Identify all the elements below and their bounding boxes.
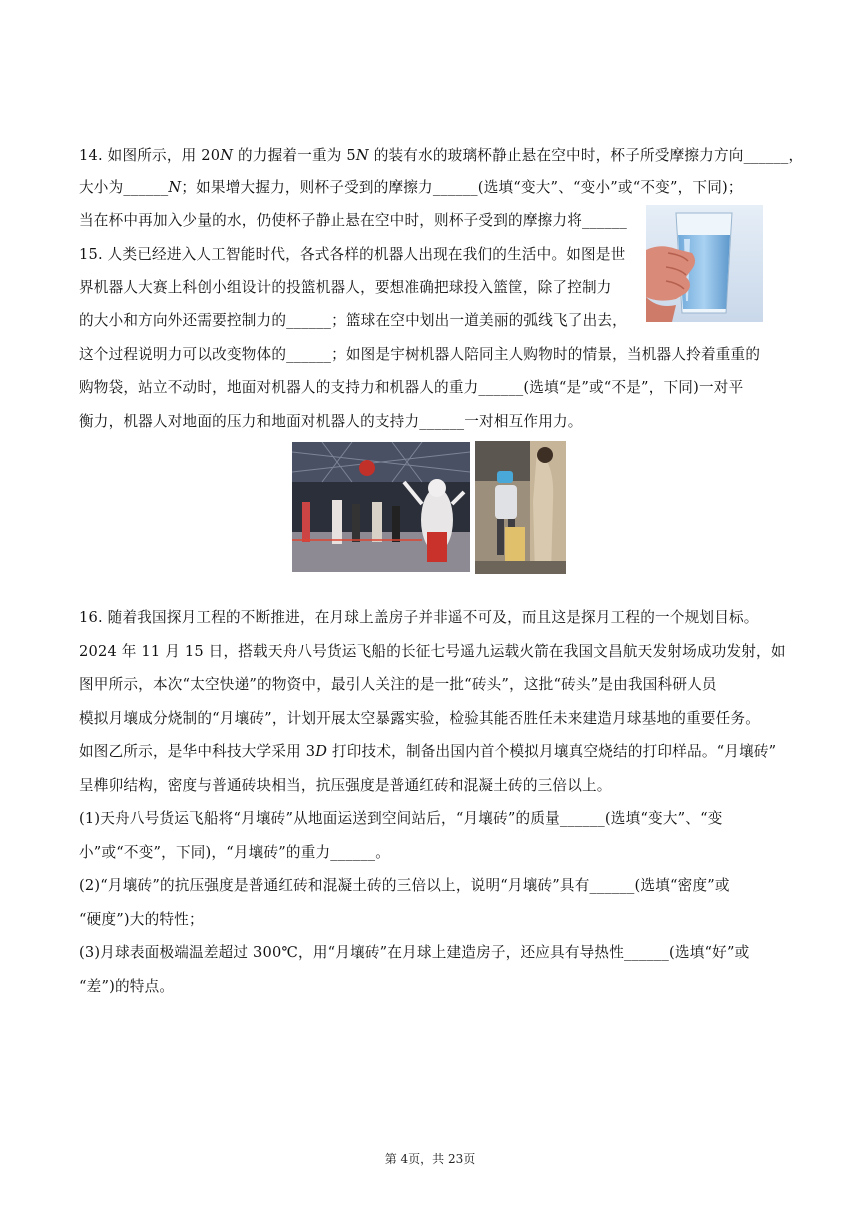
q16-line-1: 16. 随着我国探月工程的不断推进，在月球上盖房子并非遥不可及，而且这是探月工程的一个规划目标。 [79, 609, 759, 626]
q16-line-3: 图甲所示，本次“太空快递”的物资中，最引人关注的是一批“砖头”，这批“砖头”是由我国科研人员 [79, 676, 717, 693]
q16-sub3-line-2: “差”)的特点。 [79, 978, 175, 995]
q15-line-6: 衡力，机器人对地面的压力和地面对机器人的支持力______一对相互作用力。 [79, 413, 583, 430]
q16-sub2-line-1: (2)“月壤砖”的抗压强度是普通红砖和混凝土砖的三倍以上，说明“月壤砖”具有______(选填“密度”或 [79, 877, 730, 894]
q16-line-5: 如图乙所示，是华中科技大学采用 3𝐷 打印技术，制备出国内首个模拟月壤真空烧结的打印样品。“月壤砖” [79, 743, 777, 760]
q16-sub1-line-2: 小”或“不变”，下同)，“月壤砖”的重力______。 [79, 844, 391, 861]
q15-line-4: 这个过程说明力可以改变物体的______；如图是宇树机器人陪同主人购物时的情景，当机器人拎着重重的 [79, 346, 761, 363]
q16-line-2: 2024 年 11 月 15 日，搭载天舟八号货运飞船的长征七号遥九运载火箭在我国文昌航天发射场成功发射，如 [79, 643, 786, 660]
shopping-robot-photo [475, 441, 566, 574]
q14-line-1: 14. 如图所示，用 20𝑁 的力握着一重为 5𝑁 的装有水的玻璃杯静止悬在空中时，杯子所受摩擦力方向______， [79, 147, 804, 164]
q14-line-2: 大小为______𝑁；如果增大握力，则杯子受到的摩擦力______(选填“变大”、“变小”或“不变”，下同)； [79, 179, 743, 196]
q16-sub1-line-1: (1)天舟八号货运飞船将“月壤砖”从地面运送到空间站后，“月壤砖”的质量______(选填“变大”、“变 [79, 810, 723, 827]
basketball-robot-photo [292, 442, 470, 572]
glass-hand-figure [646, 205, 763, 322]
q16-line-6: 呈榫卯结构，密度与普通砖块相当，抗压强度是普通红砖和混凝土砖的三倍以上。 [79, 777, 612, 794]
q16-line-4: 模拟月壤成分烧制的“月壤砖”，计划开展太空暴露实验，检验其能否胜任未来建造月球基地的重要任务。 [79, 710, 761, 727]
q15-line-2: 界机器人大赛上科创小组设计的投篮机器人，要想准确把球投入篮筐，除了控制力 [79, 279, 612, 296]
shopping-robot-illustration [475, 441, 566, 574]
q16-sub3-line-1: (3)月球表面极端温差超过 300℃，用“月壤砖”在月球上建造房子，还应具有导热性______(选填“好”或 [79, 944, 750, 961]
glass-hand-illustration [646, 205, 763, 322]
q15-line-3: 的大小和方向外还需要控制力的______；篮球在空中划出一道美丽的弧线飞了出去， [79, 312, 627, 329]
q16-sub2-line-2: “硬度”)大的特性； [79, 911, 204, 928]
q15-line-1: 15. 人类已经进入人工智能时代，各式各样的机器人出现在我们的生活中。如图是世 [79, 246, 626, 263]
page-footer: 第 4页，共 23页 [384, 1152, 476, 1166]
q14-line-3: 当在杯中再加入少量的水，仍使杯子静止悬在空中时，则杯子受到的摩擦力将______ [79, 212, 627, 229]
q15-line-5: 购物袋，站立不动时，地面对机器人的支持力和机器人的重力______(选填“是”或“不是”，下同)一对平 [79, 379, 744, 396]
basketball-robot-illustration [292, 442, 470, 572]
